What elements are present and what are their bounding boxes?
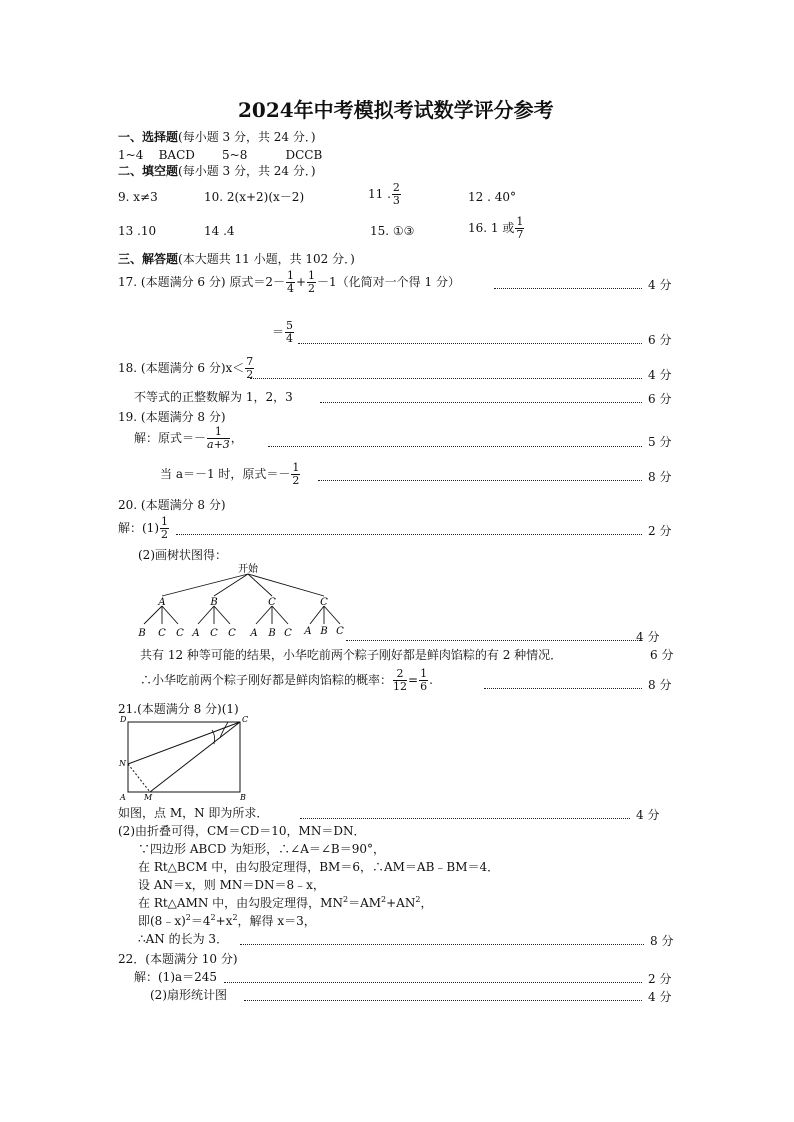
page-title: 2024年中考模拟考试数学评分参考 <box>238 98 554 122</box>
q20-prob2-den: 6 <box>420 680 428 693</box>
q20-den: 2 <box>161 528 168 541</box>
choice-answers-1 <box>118 148 195 162</box>
q17-result-num: 5 <box>286 319 294 332</box>
q17-tail: －1（化简对一个得 1 分） <box>317 275 460 289</box>
q18-num: 7 <box>246 355 254 368</box>
fold-line-mn <box>128 764 150 792</box>
q17-plus: + <box>295 275 307 289</box>
q21-l6c: +AN <box>386 896 416 910</box>
q17-frac2-den: 2 <box>308 282 316 295</box>
q21-line6 <box>138 896 432 910</box>
q20-score4: 8 分 <box>648 678 672 692</box>
choice-range-1: 1~4 <box>118 148 144 162</box>
leader-dots <box>484 688 642 689</box>
q21-l7b: ＝4 <box>190 914 211 928</box>
q11-num: 2 <box>392 181 400 194</box>
q21-line4: 在 Rt△BCM 中，由勾股定理得，BM＝6，∴AM＝AB﹣BM＝4． <box>138 860 500 874</box>
answer-q13: 13 .10 <box>118 224 157 238</box>
section-fill <box>118 164 316 178</box>
q19-comma: ， <box>230 431 243 445</box>
q21-l6d: ， <box>420 896 433 910</box>
leader-dots <box>244 1000 642 1001</box>
q17-eq: ＝ <box>272 325 285 339</box>
rectangle-figure <box>116 714 256 804</box>
leader-dots <box>240 944 644 945</box>
section-solve <box>118 252 355 266</box>
answer-q14: 14 .4 <box>204 224 235 238</box>
q17-score1: 4 分 <box>648 278 672 292</box>
q17-frac2-num: 1 <box>308 269 316 282</box>
q17-frac1 <box>286 270 295 295</box>
q20-prob2-num: 1 <box>420 667 428 680</box>
tree-leaf: B <box>320 626 328 637</box>
q21-line3: ∵四边形 ABCD 为矩形，∴∠A＝∠B＝90°， <box>138 842 386 856</box>
q20-score1: 2 分 <box>648 524 672 538</box>
q21-l6b: ＝AM <box>348 896 382 910</box>
q20-prob-frac2 <box>419 668 428 693</box>
rectangle-abcd <box>128 722 240 792</box>
fold-line-cm <box>150 722 240 792</box>
answer-q16 <box>468 216 525 241</box>
tree-leaf: C <box>336 626 344 637</box>
q20-line3: 共有 12 种等可能的结果，小华吃前两个粽子刚好都是鲜肉馅粽的有 2 种情况． <box>140 648 563 662</box>
answer-q9: 9. x≠3 <box>118 190 158 204</box>
q17-line2 <box>272 320 295 345</box>
q18-lead: 18. (本题满分 6 分)x＜ <box>118 361 245 375</box>
section-choice <box>118 130 316 144</box>
point-label-a: A <box>120 793 126 802</box>
q17-frac1-num: 1 <box>286 269 294 282</box>
point-label-m: M <box>144 793 153 802</box>
q22-head: 22．(本题满分 10 分) <box>118 952 238 966</box>
leader-dots <box>250 378 642 379</box>
q17-frac2 <box>307 270 316 295</box>
tree-leaf: B <box>138 628 146 639</box>
q22-line1: 解：(1)a＝245 <box>134 970 218 984</box>
fold-line-cn <box>128 722 240 764</box>
q16-den: 7 <box>516 228 524 241</box>
q18-line1 <box>118 356 255 381</box>
q21-sup: 2 <box>185 913 191 922</box>
q17-line1 <box>118 270 460 295</box>
q18-den: 2 <box>246 368 254 381</box>
q21-score2: 8 分 <box>650 934 674 948</box>
tree-leaf: C <box>210 628 218 639</box>
q21-l6a: 在 Rt△AMN 中，由勾股定理得，MN <box>138 896 343 910</box>
q20-line4 <box>140 668 433 693</box>
q20-lead4: ∴小华吃前两个粽子刚好都是鲜肉馅粽的概率： <box>140 673 393 687</box>
q21-sup: 2 <box>381 895 387 904</box>
q21-sup: 2 <box>342 895 349 904</box>
tree-node: C <box>320 597 328 608</box>
q20-prob1-num: 2 <box>393 668 407 681</box>
q18-score2: 6 分 <box>648 392 672 406</box>
q20-num: 1 <box>161 515 168 528</box>
q19-result-num: 1 <box>292 461 300 474</box>
tree-diagram <box>130 562 370 642</box>
point-label-n: N <box>119 759 126 768</box>
q19-line1 <box>134 426 243 451</box>
q19-score1: 5 分 <box>648 435 672 449</box>
q20-prob-frac1 <box>393 668 407 693</box>
q19-lead: 解：原式＝－ <box>134 431 207 445</box>
angle-arc <box>220 722 228 738</box>
q21-head: 21.(本题满分 8 分)(1) <box>118 702 239 716</box>
point-label-d: D <box>120 715 127 724</box>
q20-period: . <box>429 673 433 687</box>
tree-leaf: C <box>158 628 166 639</box>
q11-fraction <box>392 182 401 207</box>
section-solve-note: (本大题共 11 小题，共 102 分．) <box>178 252 355 266</box>
q20-head: 20. (本题满分 8 分) <box>118 498 226 512</box>
q19-line2 <box>160 462 301 487</box>
leader-dots <box>176 534 642 535</box>
q19-head: 19. (本题满分 8 分) <box>118 410 226 424</box>
q19-score2: 8 分 <box>648 470 672 484</box>
q20-eq: = <box>408 673 419 687</box>
q17-lead: 17. (本题满分 6 分) 原式＝2－ <box>118 275 285 289</box>
q22-line2: (2)扇形统计图 <box>150 988 227 1002</box>
q21-line2: (2)由折叠可得，CM＝CD＝10，MN＝DN． <box>118 824 366 838</box>
q22-score2: 4 分 <box>648 990 672 1004</box>
q21-l7a: 即(8﹣x) <box>138 914 186 928</box>
tree-leaf: C <box>228 628 236 639</box>
answer-q11 <box>368 182 402 207</box>
leader-dots <box>268 446 642 447</box>
q20-line2: (2)画树状图得： <box>138 548 227 562</box>
leader-dots <box>318 480 642 481</box>
q21-l7d: ，解得 x＝3， <box>237 914 316 928</box>
q20-score3: 6 分 <box>650 648 674 662</box>
leader-dots <box>300 818 630 819</box>
q11-den: 3 <box>392 194 400 207</box>
q21-line5: 设 AN＝x，则 MN＝DN＝8﹣x， <box>138 878 325 892</box>
q20-score2: 4 分 <box>636 630 660 644</box>
tree-node: A <box>158 597 166 608</box>
q17-frac1-den: 4 <box>286 282 294 295</box>
q19-result-den: 2 <box>292 474 300 487</box>
q20-fraction <box>160 516 169 541</box>
answer-q10: 10. 2(x+2)(x－2) <box>204 190 305 204</box>
leader-dots <box>494 288 642 289</box>
q20-lead: 解：(1) <box>118 521 159 535</box>
q19-result <box>291 462 300 487</box>
tree-leaf: B <box>268 628 276 639</box>
section-solve-head: 三、解答题 <box>118 252 179 266</box>
section-choice-head: 一、选择题 <box>118 130 179 144</box>
tree-leaf: C <box>284 628 292 639</box>
choice-answers-2 <box>222 148 322 162</box>
q16-fraction <box>515 216 524 241</box>
leader-dots <box>346 640 642 641</box>
choice-range-2: 5~8 <box>222 148 248 162</box>
q22-score1: 2 分 <box>648 972 672 986</box>
answer-q15: 15. ①③ <box>370 224 415 238</box>
q17-score2: 6 分 <box>648 333 672 347</box>
tree-node: C <box>268 597 276 608</box>
leader-dots <box>224 982 642 983</box>
answer-q12: 12 . 40° <box>468 190 516 204</box>
q19-lead2: 当 a＝－1 时，原式＝－ <box>160 467 291 481</box>
choice-value-1: BACD <box>158 148 195 162</box>
q21-line8: ∴AN 的长为 3． <box>138 932 229 946</box>
q21-score1: 4 分 <box>636 808 660 822</box>
q16-label: 16. 1 或 <box>468 221 515 235</box>
q19-den: a+3 <box>207 438 230 451</box>
q21-l7c: +x <box>215 914 233 928</box>
point-label-c: C <box>242 715 249 724</box>
tree-root: 开始 <box>238 564 258 575</box>
q19-num: 1 <box>207 426 230 439</box>
q18-line2: 不等式的正整数解为 1，2，3 <box>134 390 293 404</box>
q20-prob1-den: 12 <box>393 680 408 693</box>
q17-result-den: 4 <box>286 332 294 345</box>
q11-label: 11 . <box>368 187 391 201</box>
q21-line7 <box>138 914 316 928</box>
q20-line1 <box>118 516 170 541</box>
tree-leaf: A <box>304 626 312 637</box>
q21-sup: 2 <box>210 913 216 922</box>
q21-sup: 2 <box>232 913 238 922</box>
q19-fraction <box>207 426 230 451</box>
tree-node: B <box>210 597 218 608</box>
tree-leaf: C <box>176 628 184 639</box>
section-choice-note: (每小题 3 分，共 24 分．) <box>178 130 316 144</box>
tree-leaf: A <box>192 628 200 639</box>
q18-score1: 4 分 <box>648 368 672 382</box>
q16-num: 1 <box>516 215 524 228</box>
q21-sup: 2 <box>415 895 421 904</box>
tree-leaf: A <box>250 628 258 639</box>
choice-value-2: DCCB <box>285 148 323 162</box>
tree-edges <box>144 574 340 624</box>
leader-dots <box>298 343 642 344</box>
point-label-b: B <box>240 793 246 802</box>
q17-result <box>285 320 294 345</box>
section-fill-head: 二、填空题 <box>118 164 179 178</box>
section-fill-note: (每小题 3 分，共 24 分．) <box>178 164 316 178</box>
leader-dots <box>320 402 642 403</box>
q21-line1: 如图，点 M，N 即为所求． <box>118 806 269 820</box>
